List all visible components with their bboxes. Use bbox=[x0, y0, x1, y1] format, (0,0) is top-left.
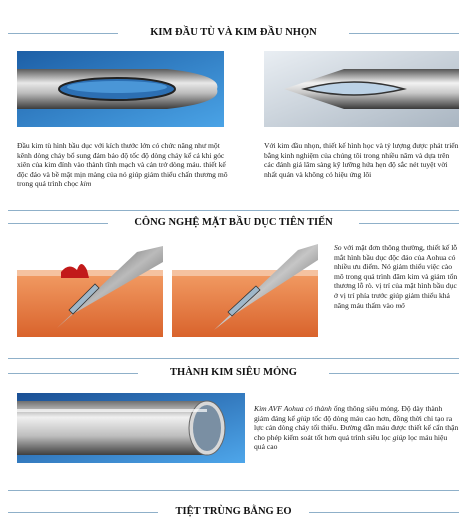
thin-wall-tube-image bbox=[17, 393, 245, 463]
thin-text-italic-3: giúp bbox=[392, 432, 407, 442]
section-title: TIỆT TRÙNG BẰNG EO bbox=[169, 506, 297, 517]
sharp-needle-description bbox=[264, 141, 459, 179]
section-divider bbox=[8, 358, 459, 359]
oval-text: với mặt đơn thông thường, thiết kế lỗ mắt hình bầu dục độc đáo của Aohua có nhiều ưu điểm. Nó giảm thiểu việc cào mô trong quá trình đâm kim và giảm tổn thương lỗ rò. vị trí của mặt hình bầu dục ở vị trí phía trước giúp giảm thiểu khả năng máu thấm vào bbox=[334, 243, 458, 310]
section-header-blunt-sharp bbox=[8, 26, 459, 40]
thin-text: ống thông siêu mỏng. Độ dày thành giảm đáng kể bbox=[254, 404, 443, 423]
oval-eye-description bbox=[334, 243, 459, 310]
thin-text-3: lọc máu hiệu quả cao bbox=[254, 432, 448, 452]
thin-wall-description bbox=[254, 404, 459, 452]
section-title: THÀNH KIM SIÊU MỎNG bbox=[164, 367, 303, 378]
oval-eye-needle-image-left bbox=[17, 240, 163, 337]
blunt-needle-description bbox=[17, 141, 229, 189]
section-header-oval-tech bbox=[8, 216, 459, 230]
oval-eye-needle-image-right bbox=[172, 240, 318, 337]
oval-text-italic-end: mô bbox=[395, 300, 405, 310]
section-header-eo-sterilization bbox=[8, 505, 459, 519]
blunt-needle-image bbox=[17, 51, 224, 127]
blunt-text-italic: kim bbox=[80, 179, 92, 189]
section-title: CÔNG NGHỆ MẶT BẦU DỤC TIÊN TIẾN bbox=[128, 217, 338, 228]
blunt-text: Đầu kim tù hình bầu dục với kích thước lớn có chức năng như một kênh dòng chảy bổ sung đảm bảo độ tốc độ dòng chảy kể cả khi góc xiên của kim đính vào thành tĩnh mạch và cản trở dòng máu. thiết kế độc đáo và bề mặt mịn màng của nó giúp giảm thiểu chấn thương mô trong quá trình chọc bbox=[17, 141, 228, 189]
thin-text-italic-2: giúp bbox=[296, 413, 311, 423]
thin-text-2: tốc độ dòng máu cao hơn, đồng thời chi tạo ra lực cản dòng chảy tối thiểu. Đường dẫn máu được thiết kế cẩn thận cho phép kiểm soát tốt hơn quá trình siêu lọc bbox=[254, 413, 459, 442]
section-divider bbox=[8, 210, 459, 211]
section-title: KIM ĐẦU TÙ VÀ KIM ĐẦU NHỌN bbox=[144, 27, 322, 38]
oval-text-italic-start: So bbox=[334, 243, 342, 252]
sharp-text: Với kim đầu nhọn, thiết kế hình học và tỷ lượng được phát triển bằng kinh nghiệm của chúng tôi trong nhiều năm và dựa trên các đánh giá lâm sàng kỹ lưỡng hứa hẹn độ sắc nét tuyệt vời nhất quán và không có hiệu ứng lõi bbox=[264, 141, 459, 179]
section-header-thin-wall bbox=[8, 366, 459, 380]
section-divider bbox=[8, 490, 459, 491]
thin-text-italic: Kim AVF Aohua có thành bbox=[254, 404, 332, 413]
sharp-needle-image bbox=[264, 51, 459, 127]
